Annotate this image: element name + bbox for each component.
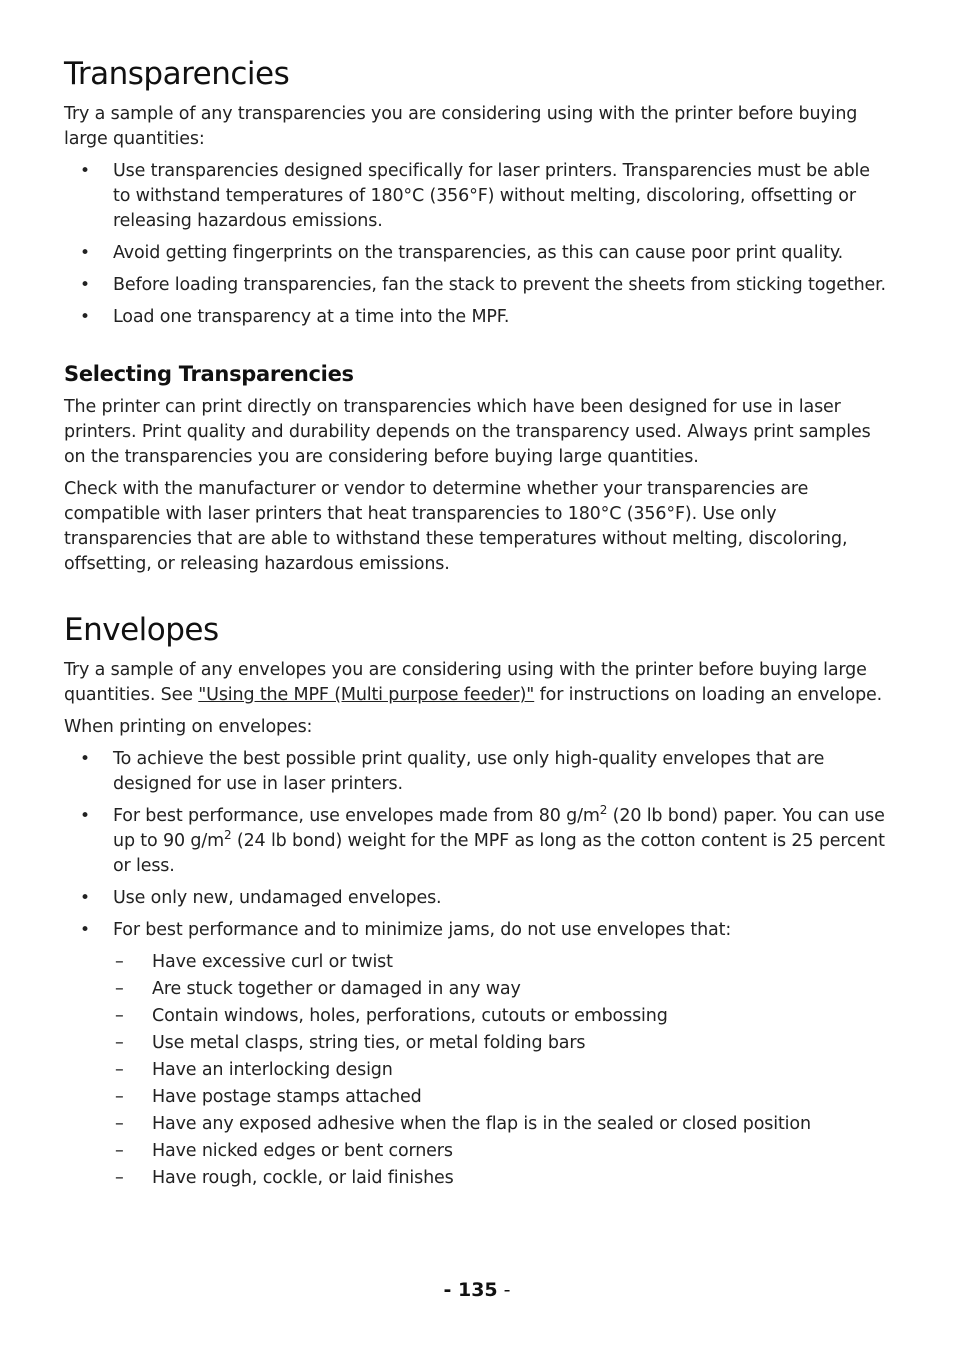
- list-item: [113, 1139, 890, 1164]
- list-item: [64, 747, 890, 797]
- list-item-text: Contain windows, holes, perforations, cutouts or embossing: [152, 1006, 668, 1026]
- dash-icon: –: [115, 1087, 124, 1107]
- list-item: [64, 886, 890, 911]
- envelopes-intro-text: Try a sample of any envelopes you are considering using with the printer before buying large quantities. See: [64, 660, 867, 705]
- list-item-text: Have rough, cockle, or laid finishes: [152, 1168, 454, 1188]
- bullet-icon: •: [80, 307, 90, 327]
- list-item-text: Have any exposed adhesive when the flap is in the sealed or closed position: [152, 1114, 811, 1134]
- envelopes-avoid-list: [113, 950, 890, 1191]
- section-title-envelopes: Envelopes: [64, 612, 219, 648]
- list-item: [113, 950, 890, 975]
- list-item-text: Before loading transparencies, fan the stack to prevent the sheets from sticking together.: [113, 275, 886, 295]
- dash-icon: –: [115, 1033, 124, 1053]
- list-item: [64, 804, 890, 879]
- dash-icon: –: [115, 1141, 124, 1161]
- list-item: [113, 1004, 890, 1029]
- list-item-text: Use only new, undamaged envelopes.: [113, 888, 442, 908]
- bullet-icon: •: [80, 161, 90, 181]
- dash-icon: –: [115, 1060, 124, 1080]
- list-item-text: Are stuck together or damaged in any way: [152, 979, 521, 999]
- dash-icon: –: [115, 952, 124, 972]
- list-item-text: To achieve the best possible print quality, use only high-quality envelopes that are designed for use in laser printers.: [113, 749, 825, 794]
- list-item: [64, 241, 890, 266]
- envelopes-intro-text-end: for instructions on loading an envelope.: [534, 685, 883, 705]
- list-item: [113, 1058, 890, 1083]
- list-item-text: Use metal clasps, string ties, or metal folding bars: [152, 1033, 586, 1053]
- transparencies-intro: Try a sample of any transparencies you are considering using with the printer before buying large quantities:: [64, 104, 858, 149]
- bullet-icon: •: [80, 749, 90, 769]
- envelopes-when-printing: When printing on envelopes:: [64, 717, 313, 737]
- list-item-text: Have an interlocking design: [152, 1060, 393, 1080]
- list-item-text: Have excessive curl or twist: [152, 952, 393, 972]
- list-item: [113, 1085, 890, 1110]
- bullet-icon: •: [80, 275, 90, 295]
- list-item-text: Load one transparency at a time into the MPF.: [113, 307, 510, 327]
- list-item: [64, 918, 890, 1191]
- list-item: [113, 977, 890, 1002]
- document-page: [64, 0, 890, 1198]
- page-number-suffix: -: [497, 1279, 511, 1301]
- list-item-text: Have postage stamps attached: [152, 1087, 422, 1107]
- list-item: [64, 273, 890, 298]
- list-item-text: For best performance and to minimize jams, do not use envelopes that:: [113, 920, 732, 940]
- bullet-icon: •: [80, 888, 90, 908]
- list-item-text: For best performance, use envelopes made from 80 g/m: [113, 806, 600, 826]
- superscript: 2: [599, 803, 608, 817]
- list-item: [113, 1112, 890, 1137]
- subsection-title-selecting-transparencies: Selecting Transparencies: [64, 362, 354, 386]
- list-item-text: Avoid getting fingerprints on the transparencies, as this can cause poor print quality.: [113, 243, 843, 263]
- bullet-icon: •: [80, 806, 90, 826]
- list-item: [113, 1031, 890, 1056]
- page-number: 135: [457, 1279, 498, 1301]
- list-item-text: Use transparencies designed specifically for laser printers. Transparencies must be able to withstand temperatures of 180°C (356°F) without melting, discoloring, offsetting or releasing hazardous emissions.: [113, 161, 870, 231]
- transparencies-bullet-list: [64, 159, 890, 330]
- list-item: [64, 159, 890, 234]
- list-item: [64, 305, 890, 330]
- dash-icon: –: [115, 1168, 124, 1188]
- selecting-paragraph-2: Check with the manufacturer or vendor to determine whether your transparencies are compatible with laser printers that heat transparencies to 180°C (356°F). Use only transparencies that are able to withstand these temperatures without melting, discoloring, offsetting, or releasing hazardous emissions.: [64, 479, 848, 574]
- dash-icon: –: [115, 979, 124, 999]
- selecting-paragraph-1: The printer can print directly on transparencies which have been designed for use in laser printers. Print quality and durability depends on the transparency used. Always print samples on the transparencies you are considering before buying large quantities.: [64, 397, 871, 467]
- mpf-cross-reference-link[interactable]: "Using the MPF (Multi purpose feeder)": [198, 685, 535, 705]
- bullet-icon: •: [80, 920, 90, 940]
- list-item-text: (24 lb bond) weight for the MPF as long as the cotton content is 25 percent or less.: [113, 831, 885, 876]
- section-title-transparencies: Transparencies: [64, 56, 290, 92]
- dash-icon: –: [115, 1114, 124, 1134]
- bullet-icon: •: [80, 243, 90, 263]
- superscript: 2: [223, 828, 232, 842]
- list-item: [113, 1166, 890, 1191]
- envelopes-intro: [64, 658, 890, 708]
- dash-icon: –: [115, 1006, 124, 1026]
- page-number-prefix: -: [443, 1279, 458, 1301]
- list-item-text: Have nicked edges or bent corners: [152, 1141, 453, 1161]
- envelopes-bullet-list: [64, 747, 890, 1191]
- page-footer: [0, 1279, 954, 1301]
- list-item-text: (20 lb bond) paper. You can use up to 90 g/m: [113, 806, 885, 851]
